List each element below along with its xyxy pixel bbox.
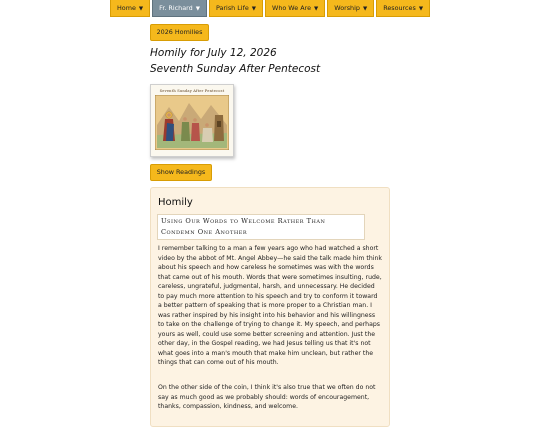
homily-paragraph: On the other side of the coin, I think it's also true that we often do not say as much good as we probably should: words of encouragement, thanks, compassion, kindness, and welcome.	[158, 384, 376, 410]
nav-item-resources[interactable]	[376, 0, 430, 17]
nav-label: Resources	[383, 4, 416, 12]
nav-item-who-we-are[interactable]	[265, 0, 325, 17]
homily-subtitle: Seventh Sunday After Pentecost	[150, 63, 321, 75]
homilies-2026-button[interactable]: 2026 Homilies	[150, 24, 209, 41]
nav-item-worship[interactable]	[327, 0, 374, 17]
caret-down-icon: ▼	[195, 6, 200, 12]
top-navigation	[110, 0, 430, 17]
icon-building	[214, 115, 224, 141]
caret-down-icon: ▼	[418, 6, 424, 12]
homily-theme: Using Our Words to Welcome Rather Than Condemn One Another	[157, 214, 365, 240]
icon-face	[193, 118, 197, 122]
nav-label: Fr. Richard	[159, 4, 193, 12]
icon-face	[167, 113, 171, 117]
icon-figure-robe	[202, 128, 213, 142]
thumbnail-caption: Seventh Sunday After Pentecost	[159, 89, 225, 93]
icon-face	[183, 117, 187, 121]
show-readings-button[interactable]: Show Readings	[150, 164, 212, 181]
caret-down-icon: ▼	[251, 6, 256, 12]
icon-figure-robe	[191, 123, 200, 141]
caret-down-icon: ▼	[314, 6, 319, 12]
nav-label: Who We Are	[272, 4, 312, 12]
icon-window	[217, 121, 221, 127]
panel-heading: Homily	[158, 197, 193, 208]
homily-panel	[150, 187, 390, 427]
nav-label: Home	[117, 4, 136, 12]
icon-face	[205, 123, 209, 127]
homily-thumbnail[interactable]	[150, 84, 234, 157]
nav-item-parish-life[interactable]	[209, 0, 263, 17]
caret-down-icon: ▼	[138, 6, 144, 12]
icon-figure-robe	[181, 122, 190, 141]
icon-figure-mantle	[166, 123, 174, 141]
nav-label: Worship	[334, 4, 360, 12]
icon-image	[155, 95, 229, 150]
homily-paragraph: I remember talking to a man a few years ago who had watched a short video by the abbot of Mt. Angel Abbey—he said the talk made him think about his speech and how careless he sometimes was with the words that came out of his mouth. Words that were sometimes insulting, rude, careless, ungrateful, judgmental, harsh, and unnecessary. He decided to pay much more attention to his speech and try to conform it toward a better pattern of speaking that is more proper to a Christian man. I was rather inspired by his insight into his behavior and his willingness to take on the challenge of trying to change it. My speech, and perhaps yours as well, could use some better screening and attention. Just the other day, in the Gospel reading, we had Jesus telling us that it's not what goes into a man's mouth that make him unclean, but rather the things that can come out of his mouth.	[158, 245, 382, 366]
caret-down-icon: ▼	[362, 6, 368, 12]
nav-item-fr-richard[interactable]	[152, 0, 207, 17]
nav-label: Parish Life	[215, 4, 249, 12]
nav-item-home[interactable]	[110, 0, 150, 17]
homily-title: Homily for July 12, 2026	[150, 47, 277, 59]
